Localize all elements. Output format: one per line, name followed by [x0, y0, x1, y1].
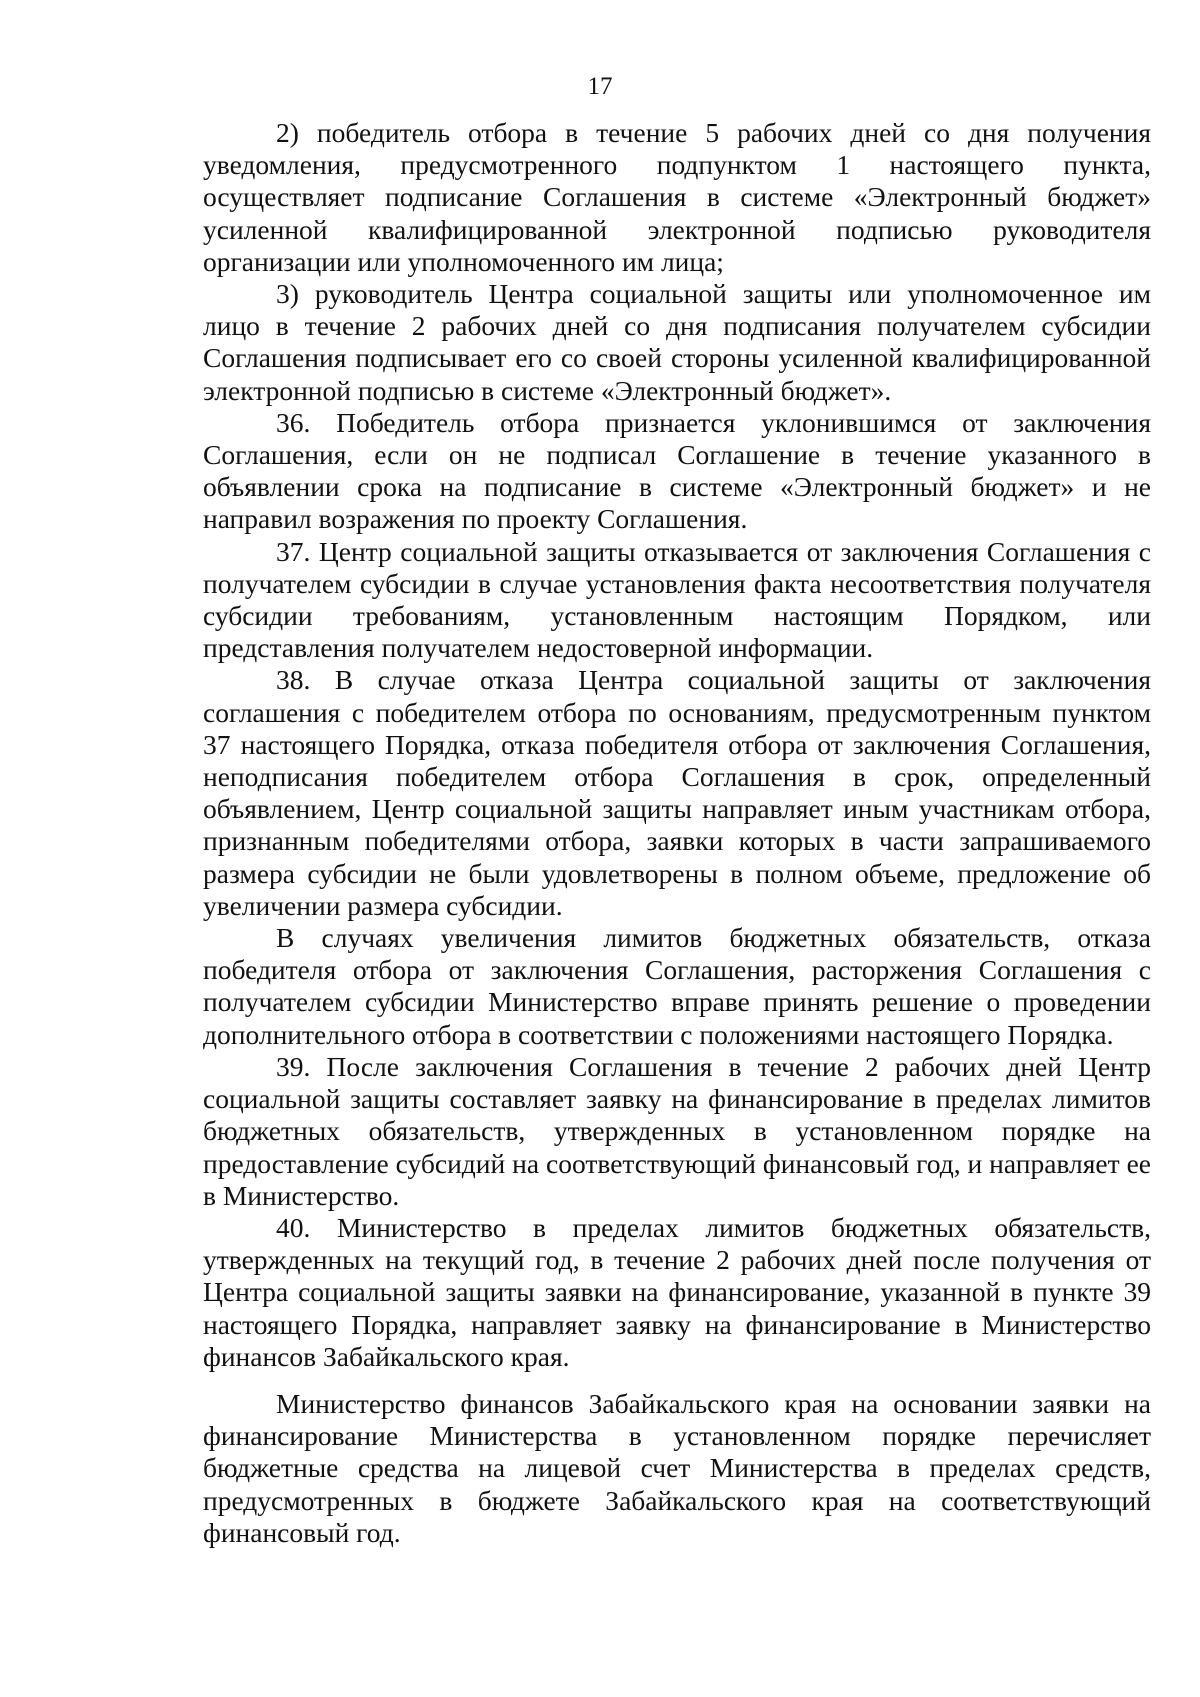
paragraph-38-continuation: В случаях увеличения лимитов бюджетных обязательств, отказа победителя отбора от заключения Соглашения, расторжения Соглашения с получателем субсидии Министерство вправе принять решение о проведении дополнительного отбора в соответствии с положениями настоящего Порядка.: [203, 922, 1151, 1050]
paragraph-40-continuation: Министерство финансов Забайкальского края на основании заявки на финансирование Министерства в установленном порядке перечисляет бюджетные средства на лицевой счет Министерства в пределах средств, предусмотренных в бюджете Забайкальского края на соответствующий финансовый год.: [203, 1387, 1151, 1548]
document-body: [203, 117, 1151, 1549]
page-number: 17: [587, 73, 613, 100]
paragraph-37: 37. Центр социальной защиты отказывается от заключения Соглашения с получателем субсидии в случае установления факта несоответствия получателя субсидии требованиям, установленным настоящим Порядком, или представления получателем недостоверной информации.: [203, 535, 1151, 664]
paragraph-subitem-3: 3) руководитель Центра социальной защиты или уполномоченное им лицо в течение 2 рабочих дней со дня подписания получателем субсидии Соглашения подписывает его со своей стороны усиленной квалифицированной электронной подписью в системе «Электронный бюджет».: [203, 278, 1151, 406]
paragraph-39: 39. После заключения Соглашения в течение 2 рабочих дней Центр социальной защиты составляет заявку на финансирование в пределах лимитов бюджетных обязательств, утвержденных в установленном порядке на предоставление субсидий на соответствующий финансовый год, и направляет ее в Министерство.: [203, 1050, 1151, 1211]
paragraph-36: 36. Победитель отбора признается уклонившимся от заключения Соглашения, если он не подписал Соглашение в течение указанного в объявлении срока на подписание в системе «Электронный бюджет» и не направил возражения по проекту Соглашения.: [203, 406, 1151, 535]
paragraph-subitem-2: 2) победитель отбора в течение 5 рабочих дней со дня получения уведомления, предусмотренного подпунктом 1 настоящего пункта, осуществляет подписание Соглашения в системе «Электронный бюджет» усиленной квалифицированной электронной подписью руководителя организации или уполномоченного им лица;: [203, 117, 1151, 277]
paragraph-40: 40. Министерство в пределах лимитов бюджетных обязательств, утвержденных на текущий год, в течение 2 рабочих дней после получения от Центра социальной защиты заявки на финансирование, указанной в пункте 39 настоящего Порядка, направляет заявку на финансирование в Министерство финансов Забайкальского края.: [203, 1211, 1151, 1372]
paragraph-38: 38. В случае отказа Центра социальной защиты от заключения соглашения с победителем отбора по основаниям, предусмотренным пунктом 37 настоящего Порядка, отказа победителя отбора от заключения Соглашения, неподписания победителем отбора Соглашения в срок, определенный объявлением, Центр социальной защиты направляет иным участникам отбора, признанным победителями отбора, заявки которых в части запрашиваемого размера субсидии не были удовлетворены в полном объеме, предложение об увеличении размера субсидии.: [203, 664, 1151, 921]
